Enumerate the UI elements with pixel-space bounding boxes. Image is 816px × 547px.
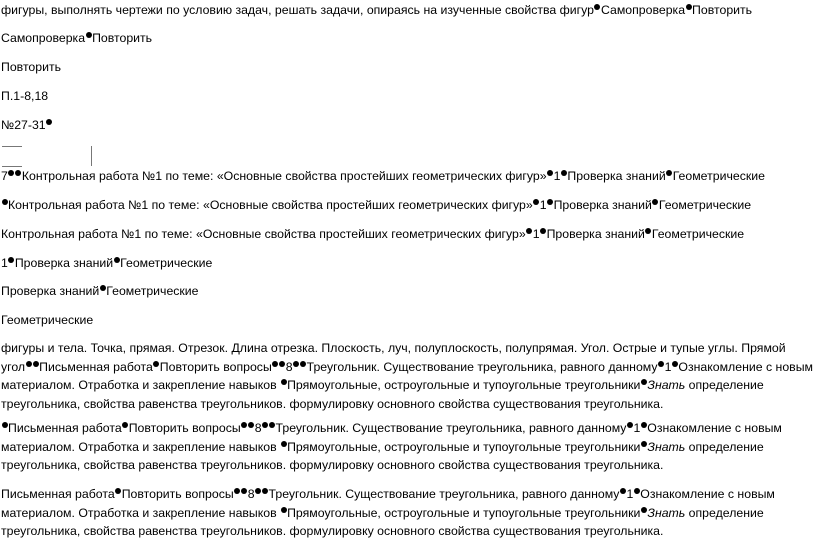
text-line-3: Повторить (1, 60, 62, 74)
bullet-icon (672, 361, 678, 367)
bullet-icon (281, 441, 287, 447)
paragraph-2: Письменная работа Повторить вопросы 8 Треугольник. Существование треугольника, равного данному 1 Ознакомление с новым материалом. Отработка и закрепление навыков Прямоугольные, остроугольные и тупоугольные треугольники Знать определение треугольника, свойства равенства треугольников. формулировку основного свойства существования треугольника. (1, 421, 782, 472)
bullet-icon (248, 422, 254, 428)
bullet-icon (262, 488, 268, 494)
bullet-icon (526, 228, 532, 234)
bullet-icon (100, 285, 106, 291)
divider-vertical (91, 146, 92, 166)
bullet-icon (241, 488, 247, 494)
bullet-icon (122, 422, 128, 428)
bullet-icon (641, 441, 647, 447)
bullet-icon (8, 170, 14, 176)
text-line-1: фигуры, выполнять чертежи по условию задач, решать задачи, опираясь на изученные свойства фигур Самопроверка Повторить (1, 3, 753, 17)
text-line-4: П.1-8,18 (1, 89, 49, 103)
bullet-icon (15, 170, 21, 176)
paragraph-3: Письменная работа Повторить вопросы 8 Треугольник. Существование треугольника, равного данному 1 Ознакомление с новым материалом. Отработка и закрепление навыков Прямоугольные, остроугольные и тупоугольные треугольники Знать определение треугольника, свойства равенства треугольников. формулировку основного свойства существования треугольника. (1, 487, 775, 538)
bullet-icon (300, 361, 306, 367)
bullet-icon (641, 507, 647, 513)
text-line-5: №27-31 (1, 117, 53, 133)
bullet-icon (645, 228, 651, 234)
bullet-icon (634, 488, 640, 494)
bullet-icon (86, 32, 92, 38)
bullet-icon (594, 4, 600, 10)
bullet-icon (658, 361, 664, 367)
bullet-icon (272, 361, 278, 367)
bullet-icon (241, 422, 247, 428)
bullet-icon (641, 379, 647, 385)
bullet-icon (262, 422, 268, 428)
bullet-icon (114, 257, 120, 263)
bullet-icon (652, 199, 658, 205)
bullet-icon (234, 488, 240, 494)
section-line-3: Контрольная работа №1 по теме: «Основные свойства простейших геометрических фигур» 1 Проверка знаний Геометрические (1, 227, 745, 241)
bullet-icon (686, 4, 692, 10)
bullet-icon (26, 361, 32, 367)
section-line-2: Контрольная работа №1 по теме: «Основные свойства простейших геометрических фигур» 1 Проверка знаний Геометрические (1, 197, 751, 213)
text-line-2: Самопроверка Повторить (1, 31, 153, 45)
bullet-icon (153, 361, 159, 367)
bullet-icon (293, 361, 299, 367)
bullet-icon (2, 199, 8, 205)
section-line-4: 1 Проверка знаний Геометрические (1, 256, 213, 270)
bullet-icon (533, 199, 539, 205)
bullet-icon (255, 488, 261, 494)
bullet-icon (46, 119, 52, 125)
bullet-icon (547, 170, 553, 176)
divider (2, 146, 22, 147)
section-line-1: 7 Контрольная работа №1 по теме: «Основные свойства простейших геометрических фигур» 1 Проверка знаний Геометрические (1, 169, 765, 183)
bullet-icon (115, 488, 121, 494)
bullet-icon (279, 361, 285, 367)
bullet-icon (281, 379, 287, 385)
bullet-icon (641, 422, 647, 428)
divider (2, 166, 22, 167)
bullet-icon (281, 507, 287, 513)
bullet-icon (8, 257, 14, 263)
section-line-6: Геометрические (1, 313, 94, 327)
bullet-icon (666, 170, 672, 176)
section-line-5: Проверка знаний Геометрические (1, 284, 199, 298)
paragraph-1: фигуры и тела. Точка, прямая. Отрезок. Длина отрезка. Плоскость, луч, полуплоскость, полупрямая. Угол. Острые и тупые углы. Прямой угол Письменная работа Повторить вопросы 8 Треугольник. Существование треугольника, равного данному 1 Ознакомление с новым материалом. Отработка и закрепление навыков Прямоугольные, остроугольные и тупоугольные треугольники Знать определение треугольника, свойства равенства треугольников. формулировку основного свойства существования треугольника. (1, 341, 813, 411)
bullet-icon (547, 199, 553, 205)
bullet-icon (33, 361, 39, 367)
bullet-icon (540, 228, 546, 234)
bullet-icon (2, 422, 8, 428)
bullet-icon (269, 422, 275, 428)
